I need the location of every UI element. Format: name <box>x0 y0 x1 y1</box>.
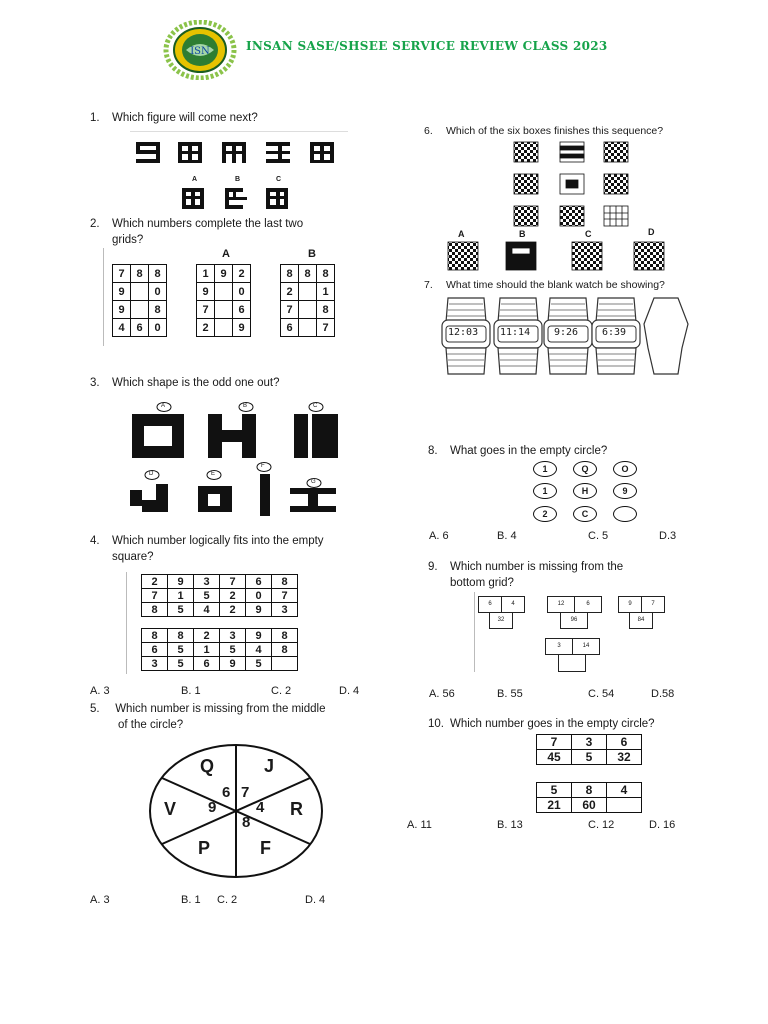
q8-answer-c[interactable]: C. 5 <box>588 530 609 542</box>
q4-text: 4. Which number logically fits into the empty square? <box>90 535 324 563</box>
q5-answer-a[interactable]: A. 3 <box>90 894 110 906</box>
q4-answer-b[interactable]: B. 1 <box>181 685 201 697</box>
q4-grid-bottom: 8 8 2 3 9 8 6 5 1 5 4 8 3 5 6 9 5 <box>141 628 298 671</box>
q9-text: 9. Which number is missing from the bottom grid? <box>428 561 624 589</box>
shapes-glyph <box>124 400 350 518</box>
q9-answer-a[interactable]: A. 56 <box>429 688 455 700</box>
q2-text: 2. Which numbers complete the last two grids? <box>90 218 304 246</box>
figure-sequence-glyph <box>130 132 348 216</box>
q1-figure <box>130 131 348 216</box>
q6-option-a: A <box>458 229 465 239</box>
q3-label-b: B <box>243 403 248 409</box>
q1-text: 1. Which figure will come next? <box>90 112 258 124</box>
q7-text: 7. What time should the blank watch be showing? <box>424 279 665 291</box>
q9-cell: 7 <box>641 596 665 613</box>
q3-label-c: C <box>313 403 318 409</box>
q5-inner-8: 8 <box>242 814 251 831</box>
q1-option-b-label: B <box>235 176 241 183</box>
q8-circle: Q <box>573 461 597 477</box>
q9-empty-cell[interactable] <box>558 654 586 672</box>
q6-option-d: D <box>648 227 655 237</box>
q4-answer-c[interactable]: C. 2 <box>271 685 292 697</box>
q8-answer-b[interactable]: B. 4 <box>497 530 517 542</box>
q5-answer-d[interactable]: D. 4 <box>305 894 326 906</box>
q9-cell: 3 <box>545 638 573 655</box>
q10-answer-b[interactable]: B. 13 <box>497 819 523 831</box>
q3-label-e: E <box>211 471 216 477</box>
q10-figure <box>532 732 666 816</box>
q2-grid-a: 1 9 2 9 0 7 6 2 9 <box>196 264 251 337</box>
q8-text: 8. What goes in the empty circle? <box>428 445 608 457</box>
q6-figure <box>440 138 670 274</box>
q5-inner-9: 9 <box>208 799 217 816</box>
q5-letter-r: R <box>290 799 303 819</box>
q9-cell: 6 <box>574 596 602 613</box>
q4-figure <box>126 572 349 674</box>
q9-figure <box>474 592 679 672</box>
q9-cell: 32 <box>489 612 513 629</box>
q1-option-a-label: A <box>192 176 198 183</box>
q3-label-f: F <box>261 463 265 469</box>
q7-time-2: 11:14 <box>500 327 531 338</box>
q10-grid-bottom: 5 8 4 21 60 <box>536 782 642 813</box>
q4-answer-d[interactable]: D. 4 <box>339 685 360 697</box>
q8-circle: 2 <box>533 506 557 522</box>
q8-circle: O <box>613 461 637 477</box>
q9-answer-d[interactable]: D.58 <box>651 688 675 700</box>
q7-time-1: 12:03 <box>448 327 479 338</box>
q3-label-d: D <box>149 471 154 477</box>
svg-text:ISN: ISN <box>190 46 210 57</box>
q3-text: 3. Which shape is the odd one out? <box>90 377 280 389</box>
q6-option-b: B <box>519 229 526 239</box>
q4-grid-top: 2 9 3 7 6 8 7 1 5 2 0 7 8 5 4 2 9 3 <box>141 574 298 617</box>
q9-cell: 96 <box>560 612 588 629</box>
q8-circle: 1 <box>533 461 557 477</box>
q8-answer-d[interactable]: D.3 <box>659 530 677 542</box>
q3-label-a: A <box>161 403 166 409</box>
pattern-boxes-glyph <box>440 138 670 274</box>
q5-figure <box>138 738 334 884</box>
q9-answer-b[interactable]: B. 55 <box>497 688 523 700</box>
header-logo <box>158 20 242 80</box>
header-title: INSAN SASE/SHSEE SERVICE REVIEW CLASS 2023 <box>246 39 608 53</box>
q7-time-4: 6:39 <box>602 327 627 338</box>
q9-cell: 14 <box>572 638 600 655</box>
q1-option-c-label: C <box>276 176 282 183</box>
q10-answer-d[interactable]: D. 16 <box>649 819 676 831</box>
q5-letter-q: Q <box>200 756 215 776</box>
q9-cell: 9 <box>618 596 642 613</box>
q6-option-c: C <box>585 229 592 239</box>
q3-figure <box>124 400 350 518</box>
q4-answer-a[interactable]: A. 3 <box>90 685 110 697</box>
q9-cell: 6 <box>478 596 502 613</box>
q5-letter-p: P <box>198 838 211 858</box>
q2-header-a: A <box>222 248 230 260</box>
q8-answer-a[interactable]: A. 6 <box>429 530 449 542</box>
q8-figure <box>520 459 646 525</box>
q5-text: 5. Which number is missing from the middle of the circle? <box>90 703 326 731</box>
q8-empty-circle[interactable] <box>613 506 637 522</box>
q2-header-b: B <box>308 248 316 260</box>
q8-circle: 1 <box>533 483 557 499</box>
q10-answer-c[interactable]: C. 12 <box>588 819 615 831</box>
q2-grid-b: 8 8 8 2 1 7 8 6 7 <box>280 264 335 337</box>
q5-inner-4: 4 <box>256 799 265 816</box>
q7-time-3: 9:26 <box>554 327 579 338</box>
q9-answer-c[interactable]: C. 54 <box>588 688 615 700</box>
q9-cell: 12 <box>547 596 575 613</box>
q5-answer-c[interactable]: C. 2 <box>217 894 238 906</box>
q5-answer-b[interactable]: B. 1 <box>181 894 201 906</box>
q10-text: 10. Which number goes in the empty circle? <box>428 718 655 730</box>
q9-cell: 4 <box>501 596 525 613</box>
q5-letter-v: V <box>164 799 177 819</box>
q5-inner-6: 6 <box>222 784 231 801</box>
q7-figure <box>440 294 690 378</box>
q5-letter-j: J <box>264 756 275 776</box>
q2-figure <box>103 248 350 346</box>
q8-circle: C <box>573 506 597 522</box>
q6-text: 6. Which of the six boxes finishes this sequence? <box>424 125 664 137</box>
q8-circle: H <box>573 483 597 499</box>
q3-label-g: G <box>311 479 316 485</box>
q10-grid-top: 7 3 6 45 5 32 <box>536 734 642 765</box>
q9-cell: 84 <box>629 612 653 629</box>
q5-inner-7: 7 <box>241 784 250 801</box>
q8-circle: 9 <box>613 483 637 499</box>
q10-answer-a[interactable]: A. 11 <box>407 819 432 831</box>
q5-letter-f: F <box>260 838 271 858</box>
q2-grid-main: 7 8 8 9 0 9 8 4 6 0 <box>112 264 167 337</box>
